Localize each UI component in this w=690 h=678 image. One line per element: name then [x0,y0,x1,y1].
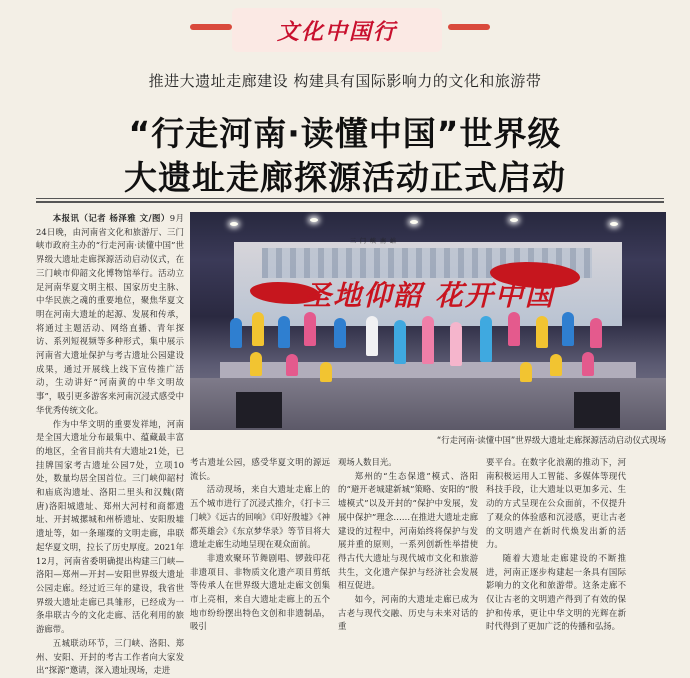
performer [304,312,316,346]
stage-light [230,222,238,226]
column-tag-flourish-right [448,24,490,30]
article-paragraph: 郑州的“生态保遗”模式、洛阳的“避开老城建新城”策略、安阳的“殷墟模式”以及开封的“保护中发展，发展中保护”理念……在推进大遗址走廊建设的过程中，河南始终将保护与发展并重的原则，一系列创新性举措使得古代大遗址与现代城市文化和旅游共生，文化遗产保护与经济社会发展相互促进。 [338,470,478,591]
column-tag [232,8,442,52]
stage-speaker [236,392,282,428]
performer [550,354,562,376]
stage-light [510,218,518,222]
headline-line-2: 大遗址走廊探源活动正式启动 [124,158,566,197]
performer [366,316,378,356]
article-paragraph: 本报讯（记者 杨泽雅 文/图）9月24日晚，由河南省文化和旅游厅、三门峡市政府主办的“行走河南·读懂中国”世界级大遗址走廊探源活动启动仪式，在三门峡市仰韶文化博物馆举行。活动立足河南华夏文明主根、国家历史主脉、中华民族之魂的重要地位，聚焦华夏文明在河南大遗址的起源、发展和传承，将通过主题活动、网络直播、青年探访、系列短视频等多种形式，集中展示河南省大遗址保护与考古遗址公园建设成果，通过开展线上线下宣传推广活动，生动讲好“河南黄的中华文明故事”，吸引更多游客来河南沉浸式感受中华优秀传统文化。 [36,213,184,415]
performer [508,312,520,346]
venue-sign: 三门峡南站 [350,238,401,245]
performer [252,312,264,346]
article-paragraph: 活动现场，来自大遗址走廊上的五个城市进行了沉浸式推介，《打卡三门峡》《远古的回响》《印好殷墟》《神都英雄会》《东京梦华录》等节目将大遗址走廊生动地呈现在观众面前。 [190,484,330,550]
performer [286,354,298,376]
stage-banner-text: 圣地仰韶 花开中国 [303,279,555,312]
article-column-4 [486,456,626,632]
stage-speaker [574,392,620,428]
article-paragraph: 要平台。在数字化浪潮的推动下，河南积极运用人工智能、多媒体等现代科技手段，让大遗址以更加多元、生动的方式呈现在公众面前，不仅提升了观众的体验感和沉浸感，更让古老的文明遗产在新时代焕发出新的活力。 [486,457,626,550]
performer [520,362,532,382]
performer [278,316,290,348]
stage-light [310,218,318,222]
article-column-2 [190,456,330,632]
article-paragraph: 作为中华文明的重要发祥地，河南是全国大遗址分布最集中、蕴藏最丰富的地区，全省目前共有大遗址21处，已挂牌国家考古遗址公园7处，立项10处，数量均居全国首位。三门峡仰韶村和庙底沟遗址、洛阳二里头和汉魏(隋唐)洛阳城遗址、郑州大河村和商都遗址、开封城摞城和州桥遗址、安阳殷墟遗址等，如一条璀璨的文明走廊，串联起华夏文明，拉长了历史厚度。2021年12月，河南省委明确提出构建三门峡—洛阳—郑州—开封—安阳世界级大遗址公园走廊。经过近三年的建设，我省世界级大遗址走廊已具雏形，已经成为一条串联古今的文化走廊、活化利用的旅游廊带。 [36,418,184,635]
article-column-3 [338,456,478,632]
photo-caption: “行走河南·读懂中国”世界级大遗址走廊探源活动启动仪式现场 [436,435,666,445]
performer [394,320,406,364]
article-paragraph: 随着大遗址走廊建设的不断推进，河南正逐步构建起一条具有国际影响力的文化和旅游带。这条走廊不仅让古老的文明遗产得到了有效的保护和传承，更让中华文明的光辉在新时代得到了更加广泛的传播和弘扬。 [486,552,626,632]
performer [562,312,574,346]
performer [334,318,346,348]
performer [230,318,242,348]
performer [422,316,434,364]
performer [250,352,262,376]
headline-line-1: “行走河南·读懂中国”世界级 [128,114,562,153]
article-column-1 [36,212,184,676]
article-paragraph: 考古遗址公园，感受华夏文明的源远流长。 [190,457,330,481]
article-paragraph: 五城联动环节，三门峡、洛阳、郑州、安阳、开封的考古工作者向大家发出“探源”邀请，深入遗址现场，走进 [36,637,184,676]
article-paragraph: 非遗欢聚环节舞剧唱、锣鼓印花非遗项目、非物质文化遗产项目剪纸等传承人在世界级大遗址走廊文创集市上亮相，来自大遗址走廊上的五个地市纷纷摆出特色文创和非遗制品，吸引 [190,552,330,632]
performer [320,362,332,382]
stage-light [410,220,418,224]
event-photo [190,212,666,430]
article-paragraph: 观场人数目光。 [338,457,397,467]
article-paragraph: 如今，河南的大遗址走廊已成为古老与现代交融、历史与未来对话的重 [338,594,478,632]
column-tag-text: 文化中国行 [276,18,397,45]
article-subtitle: 推进大遗址走廊建设 构建具有国际影响力的文化和旅游带 [148,72,542,90]
column-tag-flourish-left [190,24,232,30]
performer [480,316,492,362]
headline-rule-thick [36,201,664,203]
performer [582,352,594,376]
stage-light [610,222,618,226]
byline: 本报讯（记者 杨泽雅 文/图） [52,213,170,223]
performer [590,318,602,348]
performer [536,316,548,348]
performer [450,322,462,366]
headline-rule [36,198,664,199]
